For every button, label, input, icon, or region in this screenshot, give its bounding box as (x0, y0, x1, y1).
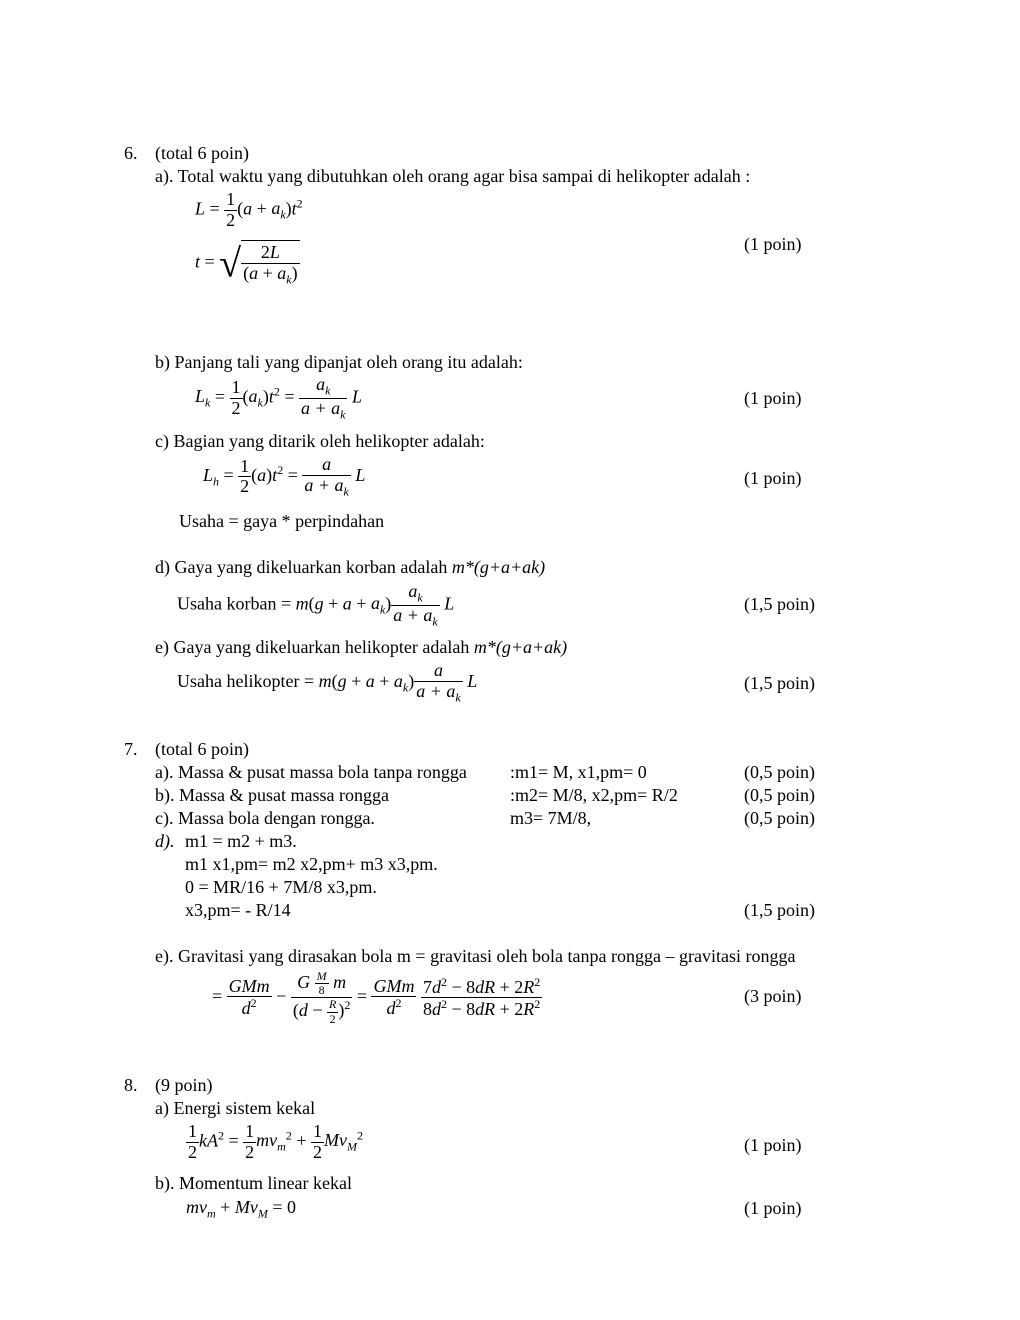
q7-e-points: (3 poin) (744, 986, 802, 1006)
q6-a-points: (1 poin) (744, 234, 802, 254)
q6-usaha-def: Usaha = gaya * perpindahan (179, 511, 385, 531)
q6-d-expr: m*(g+a+ak) (451, 557, 546, 577)
q6-c-points: (1 poin) (744, 468, 802, 488)
q8-a-text: a) Energi sistem kekal (155, 1098, 316, 1118)
q6-e-eq: Usaha helikopter = $m(g + a + a_k)$ $\frac{a}{a + a_k}$ L (177, 660, 478, 705)
q7-title: (total 6 poin) (155, 739, 249, 759)
q6-title: (total 6 poin) (155, 143, 249, 163)
q8-b-eq: $mv_m + Mv_M = 0$ (186, 1197, 296, 1221)
q7-b-points: (0,5 poin) (744, 785, 815, 805)
q8-a-eq: $\frac{1}{2}$ $kA^2$ = $\frac{1}{2}$ $mv_m^2$ + $\frac{1}{2}$ $Mv_M^2$ (188, 1121, 363, 1162)
q7-d-label: d). (155, 831, 175, 851)
q8-b-text: b). Momentum linear kekal (155, 1173, 352, 1193)
q8-b-points: (1 poin) (744, 1198, 802, 1218)
q7-d-line4: x3,pm= - R/14 (185, 900, 291, 920)
q7-d-line3: 0 = MR/16 + 7M/8 x3,pm. (185, 877, 377, 897)
q8-number: 8. (124, 1075, 138, 1095)
q7-c-text: c). Massa bola dengan rongga. (155, 808, 375, 828)
q6-a-text: a). Total waktu yang dibutuhkan oleh orang agar bisa sampai di helikopter adalah : (155, 166, 751, 186)
q6-e-points: (1,5 poin) (744, 673, 815, 693)
q7-number: 7. (124, 739, 138, 759)
q6-e-expr: m*(g+a+ak) (473, 637, 568, 657)
q7-b-text: b). Massa & pusat massa rongga (155, 785, 389, 805)
q6-d-eq: Usaha korban = $m(g + a + a_k)$ $\frac{a_k}{a + a_k}$ L (177, 581, 455, 629)
q6-b-points: (1 poin) (744, 388, 802, 408)
q6-e-text: e) Gaya yang dikeluarkan helikopter adalah (155, 637, 474, 657)
q6-d-line (155, 557, 545, 578)
q7-d-line1: m1 = m2 + m3. (185, 831, 297, 851)
q6-a-eq2: t = √ $\frac{2L}{(a + a_k)}$ (195, 240, 298, 287)
q7-a-text: a). Massa & pusat massa bola tanpa rongga (155, 762, 467, 782)
q7-c-points: (0,5 poin) (744, 808, 815, 828)
q8-a-points: (1 poin) (744, 1135, 802, 1155)
q6-b-text: b) Panjang tali yang dipanjat oleh orang itu adalah: (155, 352, 523, 372)
q6-c-eq: $L_h$ = $\frac{1}{2}$ $(a)t^2$ = $\frac{a}{a + a_k}$ L (203, 454, 366, 499)
q6-number: 6. (124, 143, 138, 163)
q6-d-text: d) Gaya yang dikeluarkan korban adalah (155, 557, 452, 577)
q6-d-label: Usaha korban = (177, 593, 296, 614)
q7-a-val: :m1= M, x1,pm= 0 (510, 762, 647, 782)
q7-c-val: m3= 7M/8, (510, 808, 592, 828)
q6-d-points: (1,5 poin) (744, 594, 815, 614)
q6-e-label: Usaha helikopter = (177, 670, 319, 691)
q8-title: (9 poin) (155, 1075, 213, 1095)
q6-c-text: c) Bagian yang ditarik oleh helikopter adalah: (155, 431, 485, 451)
q7-a-points: (0,5 poin) (744, 762, 815, 782)
q6-e-line (155, 637, 567, 658)
q6-a-eq1: L = $\frac{1}{2}$ $(a + a_k)t^2$ (195, 189, 303, 230)
q7-d-points: (1,5 poin) (744, 900, 815, 920)
q7-b-val: :m2= M/8, x2,pm= R/2 (510, 785, 678, 805)
q7-e-eq: = $\frac{\text{GMm}}{d^2}$ − G $\frac{M}{8}$ m (d − $\frac{R}{2}$ )$^2$ = $\frac{\text{GMm}}{d^2}$ $\frac{7d^2 - 8dR + 2R^2}{8d^2 - 8dR + 2R^2}$ (212, 969, 541, 1026)
q6-b-eq: $L_k$ = $\frac{1}{2}$ $(a_k)t^2$ = $\frac{a_k}{a + a_k}$ L (195, 374, 362, 422)
q7-d-line2: m1 x1,pm= m2 x2,pm+ m3 x3,pm. (185, 854, 438, 874)
q7-e-text: e). Gravitasi yang dirasakan bola m = gravitasi oleh bola tanpa rongga – gravitasi rongga (155, 946, 796, 966)
